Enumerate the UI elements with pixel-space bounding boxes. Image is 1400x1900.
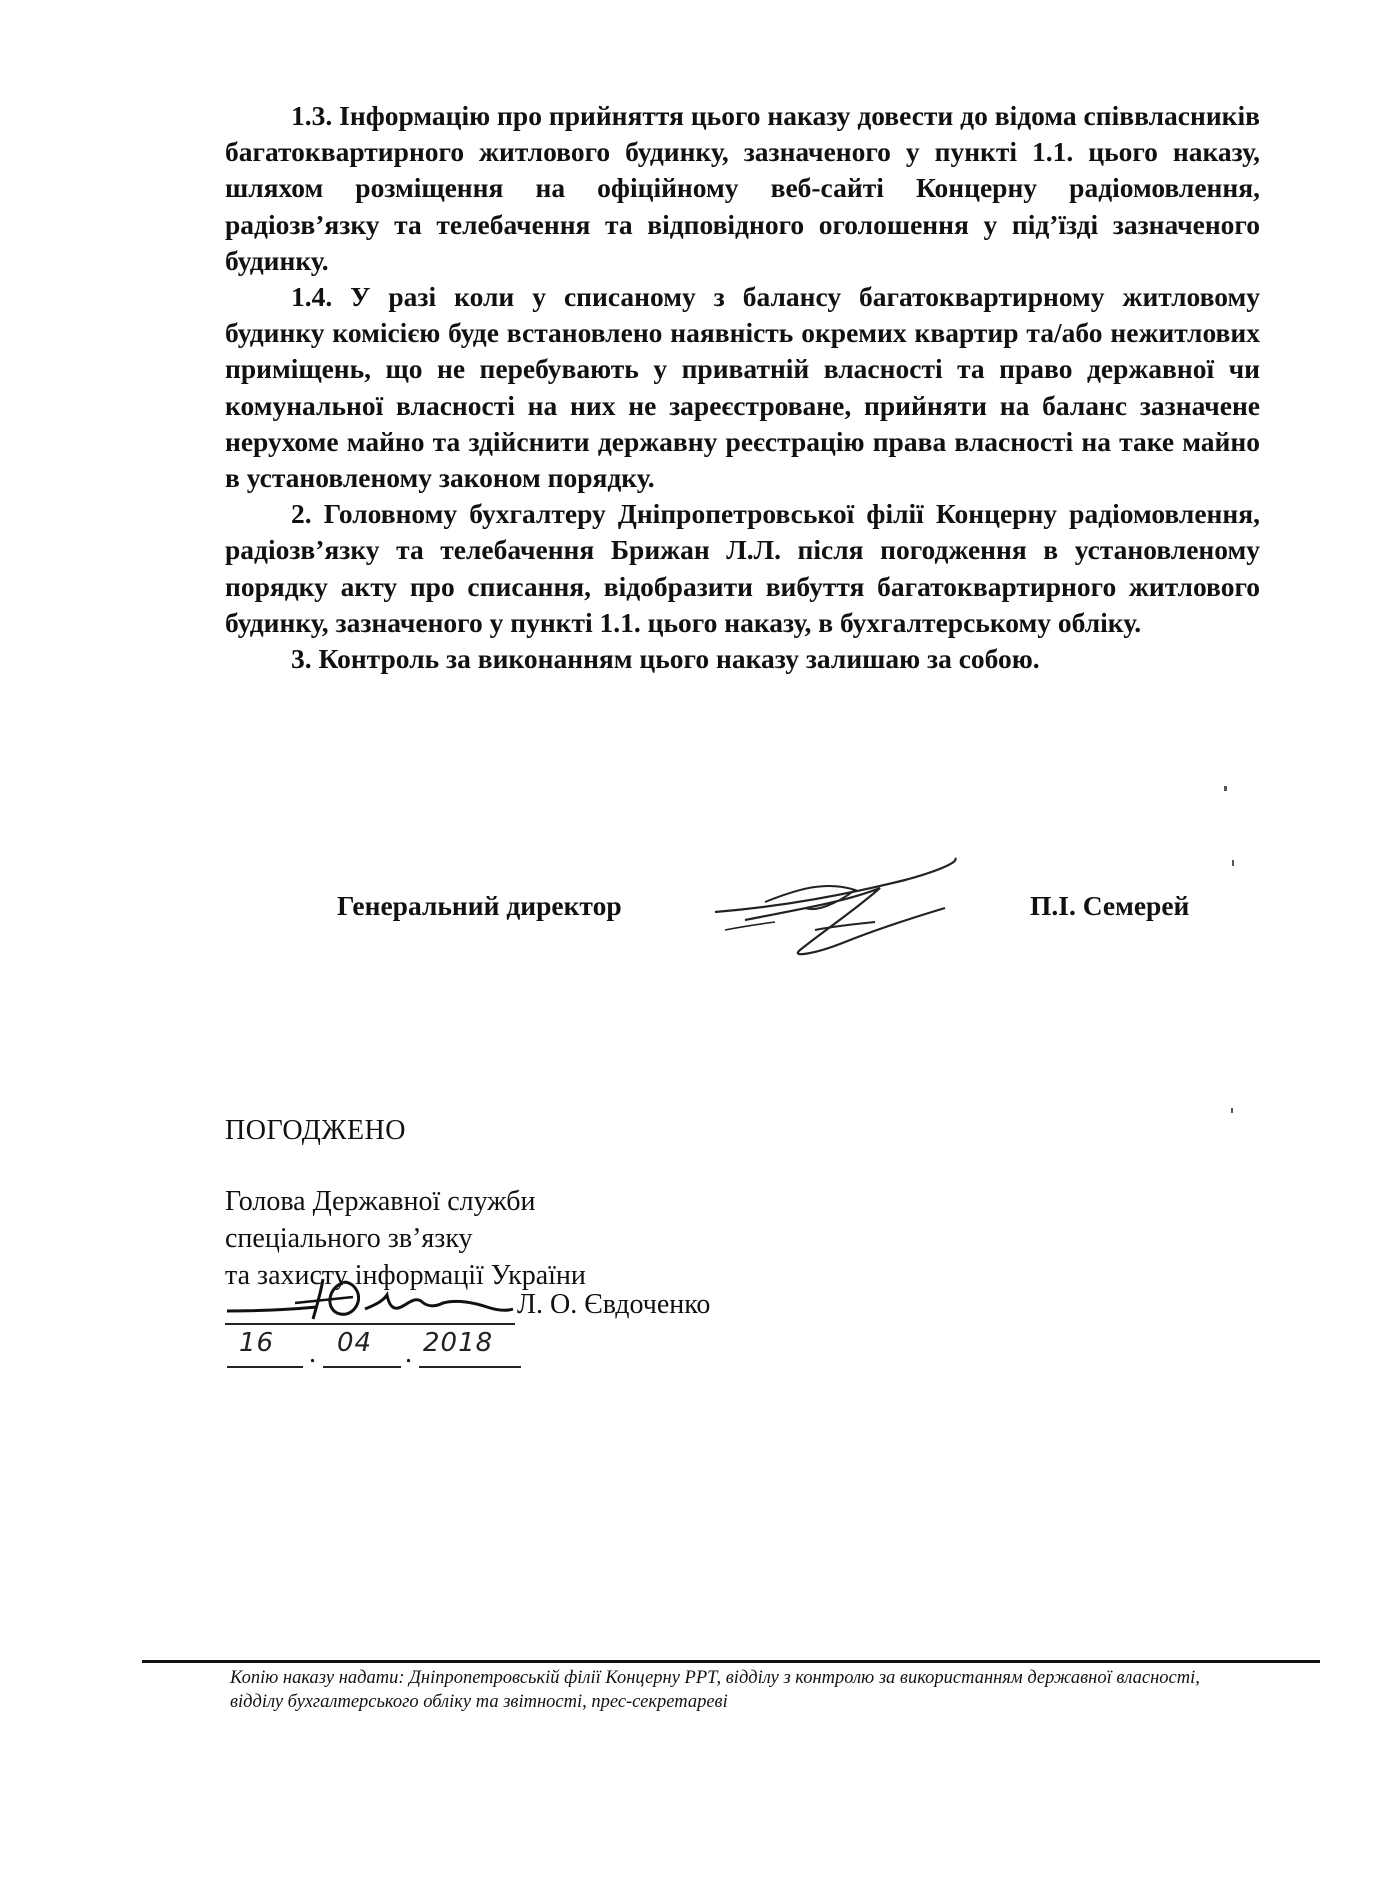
date-day-underline bbox=[227, 1366, 303, 1368]
distribution-line: Копію наказу надати: Дніпропетровській філії Концерну РРТ, відділу з контролю за використанням державної власності, bbox=[230, 1668, 1200, 1688]
date-year-underline bbox=[419, 1366, 521, 1368]
date-separator: . bbox=[309, 1338, 316, 1369]
scan-speck bbox=[1224, 786, 1227, 791]
date-separator: . bbox=[405, 1338, 412, 1369]
director-signature bbox=[705, 850, 965, 965]
paragraph-1-3: 1.3. Інформацію про прийняття цього наказу довести до відома співвласників багатоквартирного житлового будинку, зазначеного у пункті 1.1. цього наказу, шляхом розміщення на офіційному веб-сайті Концерну радіомовлення, радіозв’язку та телебачення та відповідного оголошення у під’їзді зазначеного будинку. bbox=[225, 100, 1260, 276]
approval-position-line: та захисту інформації України bbox=[225, 1260, 586, 1291]
approval-signer-row bbox=[225, 1289, 745, 1329]
scan-speck bbox=[1232, 860, 1234, 866]
approval-heading: ПОГОДЖЕНО bbox=[225, 1115, 406, 1146]
distribution-note bbox=[230, 1666, 1270, 1714]
paragraph-2: 2. Головному бухгалтеру Дніпропетровської філії Концерну радіомовлення, радіозв’язку та телебачення Брижан Л.Л. після погодження в установленому порядку акту про списання, відобразити вибуття багатоквартирного житлового будинку, зазначеного у пункті 1.1. цього наказу, в бухгалтерському обліку. bbox=[225, 498, 1260, 638]
approval-signature bbox=[225, 1267, 515, 1327]
date-year: 2018 bbox=[423, 1328, 494, 1358]
date-month: 04 bbox=[337, 1328, 373, 1358]
order-body bbox=[225, 98, 1260, 677]
distribution-line: відділу бухгалтерського обліку та звітності, прес-секретареві bbox=[230, 1692, 728, 1712]
approval-position-line: спеціального зв’язку bbox=[225, 1223, 473, 1254]
paragraph-3: 3. Контроль за виконанням цього наказу залишаю за собою. bbox=[291, 643, 1040, 675]
date-day: 16 bbox=[239, 1328, 275, 1358]
footer-divider bbox=[142, 1660, 1320, 1663]
date-month-underline bbox=[323, 1366, 401, 1368]
approval-position-line: Голова Державної служби bbox=[225, 1186, 536, 1217]
paragraph-1-4: 1.4. У разі коли у списаному з балансу багатоквартирному житловому будинку комісією буде встановлено наявність окремих квартир та/або нежитлових приміщень, що не перебувають у приватній власності та право державної чи комунальної власності на них не зареєстроване, прийняти на баланс зазначене нерухоме майно та здійснити державну реєстрацію права власності на таке майно в установленому законом порядку. bbox=[225, 281, 1260, 494]
signatory-name: П.І. Семерей bbox=[1030, 890, 1190, 921]
scan-speck bbox=[1231, 1108, 1233, 1113]
approval-signer-name: Л. О. Євдоченко bbox=[517, 1289, 711, 1320]
approval-date bbox=[225, 1328, 525, 1374]
signatory-title: Генеральний директор bbox=[337, 890, 622, 921]
